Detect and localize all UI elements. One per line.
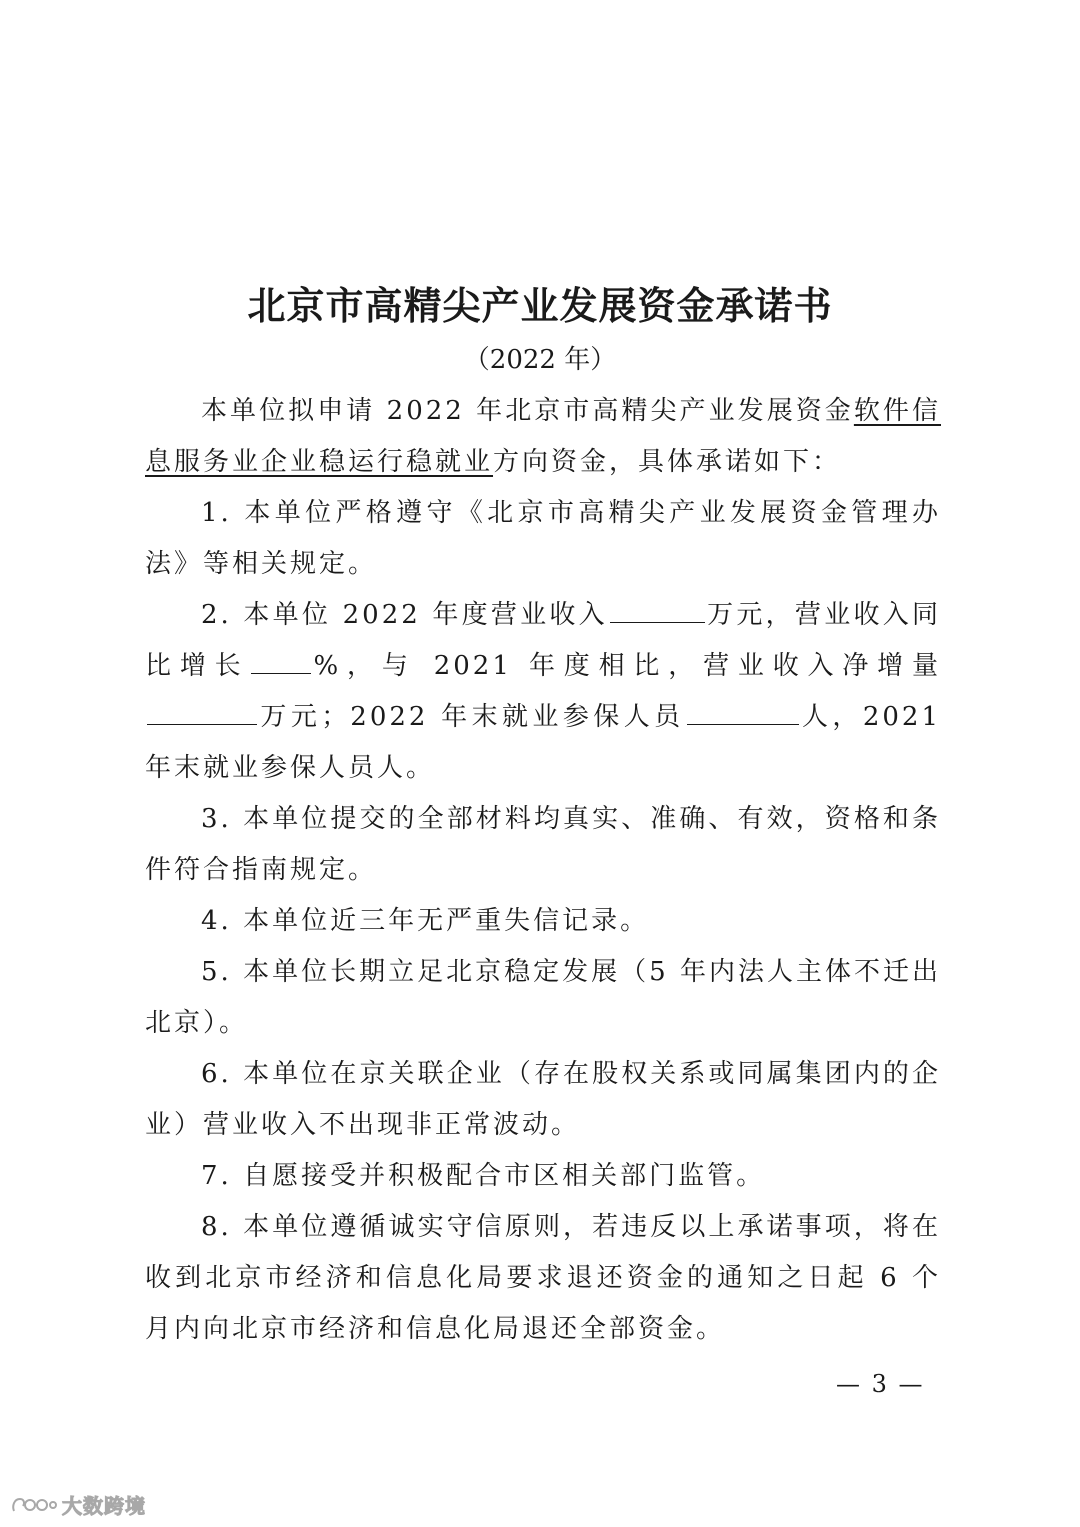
commitment-item-4: 4. 本单位近三年无严重失信记录。 [201, 906, 650, 936]
net-increase-blank [147, 694, 257, 725]
item2-text-1: 2. 本单位 2022 年度营业收入 [201, 600, 608, 630]
item2-text-2: 万元，营业收入同比增长 [145, 600, 941, 681]
intro-prefix: 本单位拟申请 2022 年北京市高精尖产业发展资金 [201, 396, 854, 426]
page-number: — 3 — [836, 1370, 925, 1398]
commitment-body [145, 386, 941, 1355]
revenue-blank [610, 592, 705, 623]
item2-text-6: 人。 [377, 753, 436, 783]
commitment-item-6: 6. 本单位在京关联企业（存在股权关系或同属集团内的企业）营业收入不出现非正常波动。 [145, 1059, 941, 1140]
commitment-item-8: 8. 本单位遵循诚实守信原则，若违反以上承诺事项，将在收到北京市经济和信息化局要求退还资金的通知之日起 6 个月内向北京市经济和信息化局退还全部资金。 [145, 1212, 941, 1344]
commitment-item-7: 7. 自愿接受并积极配合市区相关部门监管。 [201, 1161, 766, 1191]
document-title: 北京市高精尖产业发展资金承诺书 [247, 284, 833, 328]
employees-2022-blank [687, 694, 799, 725]
watermark [10, 1490, 146, 1519]
commitment-item-2 [145, 590, 941, 794]
document-year: （2022 年） [463, 345, 617, 375]
item2-text-3: %，与 2021 年度相比，营业收入净增量 [313, 651, 941, 681]
commitment-item-1: 1. 本单位严格遵守《北京市高精尖产业发展资金管理办法》等相关规定。 [145, 498, 941, 579]
intro-suffix: 方向资金，具体承诺如下： [493, 447, 842, 477]
growth-rate-blank [251, 643, 311, 674]
commitment-item-5: 5. 本单位长期立足北京稳定发展（5 年内法人主体不迁出北京）。 [145, 957, 941, 1038]
commitment-item-3: 3. 本单位提交的全部材料均真实、准确、有效，资格和条件符合指南规定。 [145, 804, 941, 885]
item2-text-5: 人，2021 年末就业参保人员 [145, 702, 941, 783]
fund-direction: 软件信息服务业企业稳运行稳就业 [145, 396, 941, 477]
watermark-logo-icon [10, 1494, 58, 1516]
watermark-text: 大数跨境 [62, 1494, 146, 1518]
item2-text-4: 万元；2022 年末就业参保人员 [259, 702, 685, 732]
intro-paragraph [145, 386, 941, 488]
